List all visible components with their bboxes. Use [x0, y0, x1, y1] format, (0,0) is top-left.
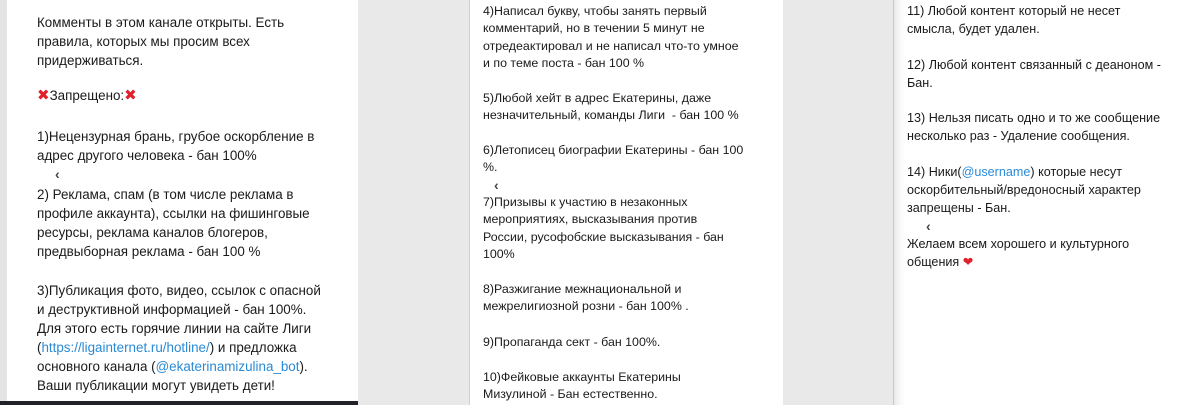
message-panel-1	[7, 0, 358, 401]
rule-1: 1)Нецензурная брань, грубое оскорбление в адрес другого человека - бан 100%	[37, 129, 315, 164]
rule-2: 2) Реклама, спам (в том числе реклама в профиле аккаунта), ссылки на фишинговые ресурсы, реклама каналов блогеров, предвыборная реклама - бан 100 %	[37, 187, 310, 260]
forbidden-label: Запрещено:	[49, 88, 125, 103]
rule-13: 13) Нельзя писать одно и то же сообщение несколько раз - Удаление сообщения.	[907, 111, 1161, 143]
rule-11: 11) Любой контент который не несет смысла, будет удален.	[907, 4, 1121, 36]
closing-text	[907, 236, 1129, 272]
chevron-left-icon[interactable]: ‹	[55, 166, 60, 182]
bot-link[interactable]: @ekaterinamizulina_bot	[155, 359, 300, 375]
heart-icon: ❤	[962, 254, 974, 269]
rule-5: 5)Любой хейт в адрес Екатерины, даже незначительный, команды Лиги - бан 100 %	[483, 91, 739, 123]
closing-label: Желаем всем хорошего и культурного общения	[907, 237, 1130, 269]
rule-3	[37, 281, 321, 396]
rule-7: 7)Призывы к участию в незаконных мероприятиях, высказывания против России, русофобские высказывания - бан 100%	[483, 195, 724, 262]
rule-12: 12) Любой контент связанный с деаноном - Бан.	[907, 58, 1161, 90]
rule-14	[907, 164, 1141, 218]
message-panel-3	[893, 0, 1200, 405]
hotline-link[interactable]: https://ligainternet.ru/hotline/	[41, 340, 210, 356]
cross-mark-icon: ✖	[124, 87, 137, 104]
chevron-left-icon[interactable]: ‹	[494, 177, 499, 193]
username-link[interactable]: @username	[961, 165, 1031, 179]
rule-10: 10)Фейковые аккаунты Екатерины Мизулиной - Бан естественно.	[483, 370, 681, 402]
rule-3-text: ) и предложка основного канала (	[37, 340, 297, 375]
rule-3-text: 3)Публикация фото, видео, ссылок с опасной и деструктивной информацией - бан 100%. Для этого есть горячие линии на сайте Лиги (	[37, 283, 321, 356]
cross-mark-icon: ✖	[37, 87, 50, 104]
rule-9: 9)Пропаганда сект - бан 100%.	[483, 335, 661, 349]
rule-3-text: ). Ваши публикации могут увидеть дети!	[37, 359, 308, 394]
rule-8: 8)Разжигание межнациональной и межрелигиозной розни - бан 100% .	[483, 282, 689, 314]
message-intro: Комменты в этом канале открыты. Есть правила, которых мы просим всех придерживаться.	[37, 15, 285, 69]
rule-4: 4)Написал букву, чтобы занять первый комментарий, но в течении 5 минут не отредеактировал и не написал что-то умное и по теме поста - бан 100 %	[483, 4, 739, 71]
chevron-left-icon[interactable]: ‹	[926, 218, 931, 234]
bottom-bar	[0, 401, 358, 405]
rule-14-text: ) которые несут оскорбительный/вредоносный характер запрещены - Бан.	[907, 165, 1141, 215]
forbidden-heading	[37, 86, 137, 105]
rule-14-text: 14) Ники(	[907, 165, 962, 179]
window-edge	[0, 0, 7, 405]
rule-6: 6)Летописец биографии Екатерины - бан 100 %.	[483, 143, 744, 175]
message-panel-2	[469, 0, 783, 405]
